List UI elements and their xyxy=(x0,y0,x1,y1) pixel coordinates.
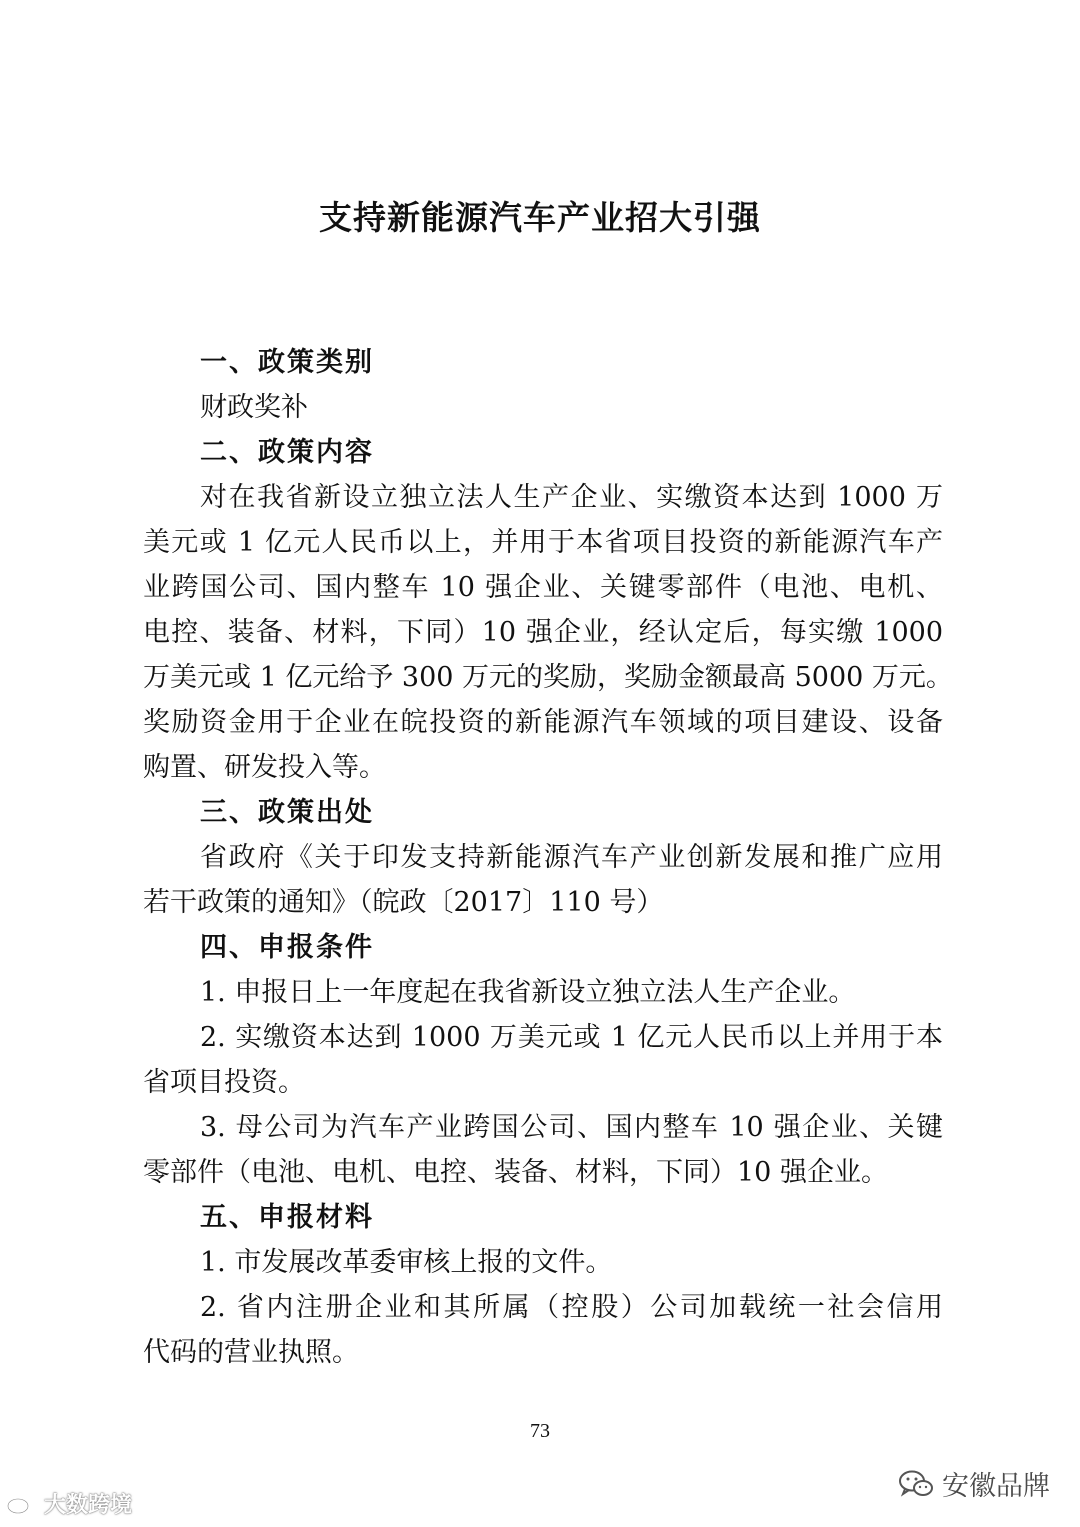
body-line: 业跨国公司、国内整车 10 强企业、关键零部件（电池、电机、 xyxy=(143,572,943,603)
paragraph-line: 财政奖补 xyxy=(200,392,308,423)
document-title: 支持新能源汽车产业招大引强 xyxy=(319,198,761,237)
section-heading: 五、申报材料 xyxy=(200,1202,374,1233)
paragraph-first-line: 省政府《关于印发支持新能源汽车产业创新发展和推广应用 xyxy=(200,842,943,873)
section-heading: 三、政策出处 xyxy=(200,797,374,828)
paragraph-last-line: 若干政策的通知》（皖政〔2017〕110 号） xyxy=(143,887,664,918)
body-line: 电控、装备、材料，下同）10 强企业，经认定后，每实缴 1000 xyxy=(143,617,943,648)
body-line: 奖励资金用于企业在皖投资的新能源汽车领域的项目建设、设备 xyxy=(143,707,943,738)
paragraph-last-line: 省项目投资。 xyxy=(143,1067,305,1098)
paragraph-first-line: 2. 实缴资本达到 1000 万美元或 1 亿元人民币以上并用于本 xyxy=(200,1022,943,1053)
page-number: 73 xyxy=(530,1420,550,1442)
section-heading: 四、申报条件 xyxy=(200,932,374,963)
body-line: 美元或 1 亿元人民币以上，并用于本省项目投资的新能源汽车产 xyxy=(143,527,943,558)
paragraph-last-line: 零部件（电池、电机、电控、装备、材料，下同）10 强企业。 xyxy=(143,1157,888,1188)
paragraph-line: 1. 申报日上一年度起在我省新设立独立法人生产企业。 xyxy=(200,977,856,1008)
body-line: 万美元或 1 亿元给予 300 万元的奖励，奖励金额最高 5000 万元。 xyxy=(143,662,953,693)
paragraph-first-line: 3. 母公司为汽车产业跨国公司、国内整车 10 强企业、关键 xyxy=(200,1112,943,1143)
section-heading: 一、政策类别 xyxy=(200,347,374,378)
paragraph-first-line: 2. 省内注册企业和其所属（控股）公司加载统一社会信用 xyxy=(200,1292,943,1323)
paragraph-line: 1. 市发展改革委审核上报的文件。 xyxy=(200,1247,613,1278)
paragraph-first-line: 对在我省新设立独立法人生产企业、实缴资本达到 1000 万 xyxy=(200,482,943,513)
wechat-icon xyxy=(898,1469,934,1499)
watermark-left-text: 大数跨境 xyxy=(44,1493,133,1518)
paragraph-last-line: 购置、研发投入等。 xyxy=(143,752,386,783)
weibo-logo-icon xyxy=(6,1493,40,1515)
document-body xyxy=(143,340,953,1375)
watermark-left xyxy=(6,1488,132,1519)
watermark-right xyxy=(898,1464,1050,1503)
watermark-right-text: 安徽品牌 xyxy=(942,1471,1050,1502)
section-heading: 二、政策内容 xyxy=(200,437,374,468)
paragraph-last-line: 代码的营业执照。 xyxy=(143,1337,359,1368)
